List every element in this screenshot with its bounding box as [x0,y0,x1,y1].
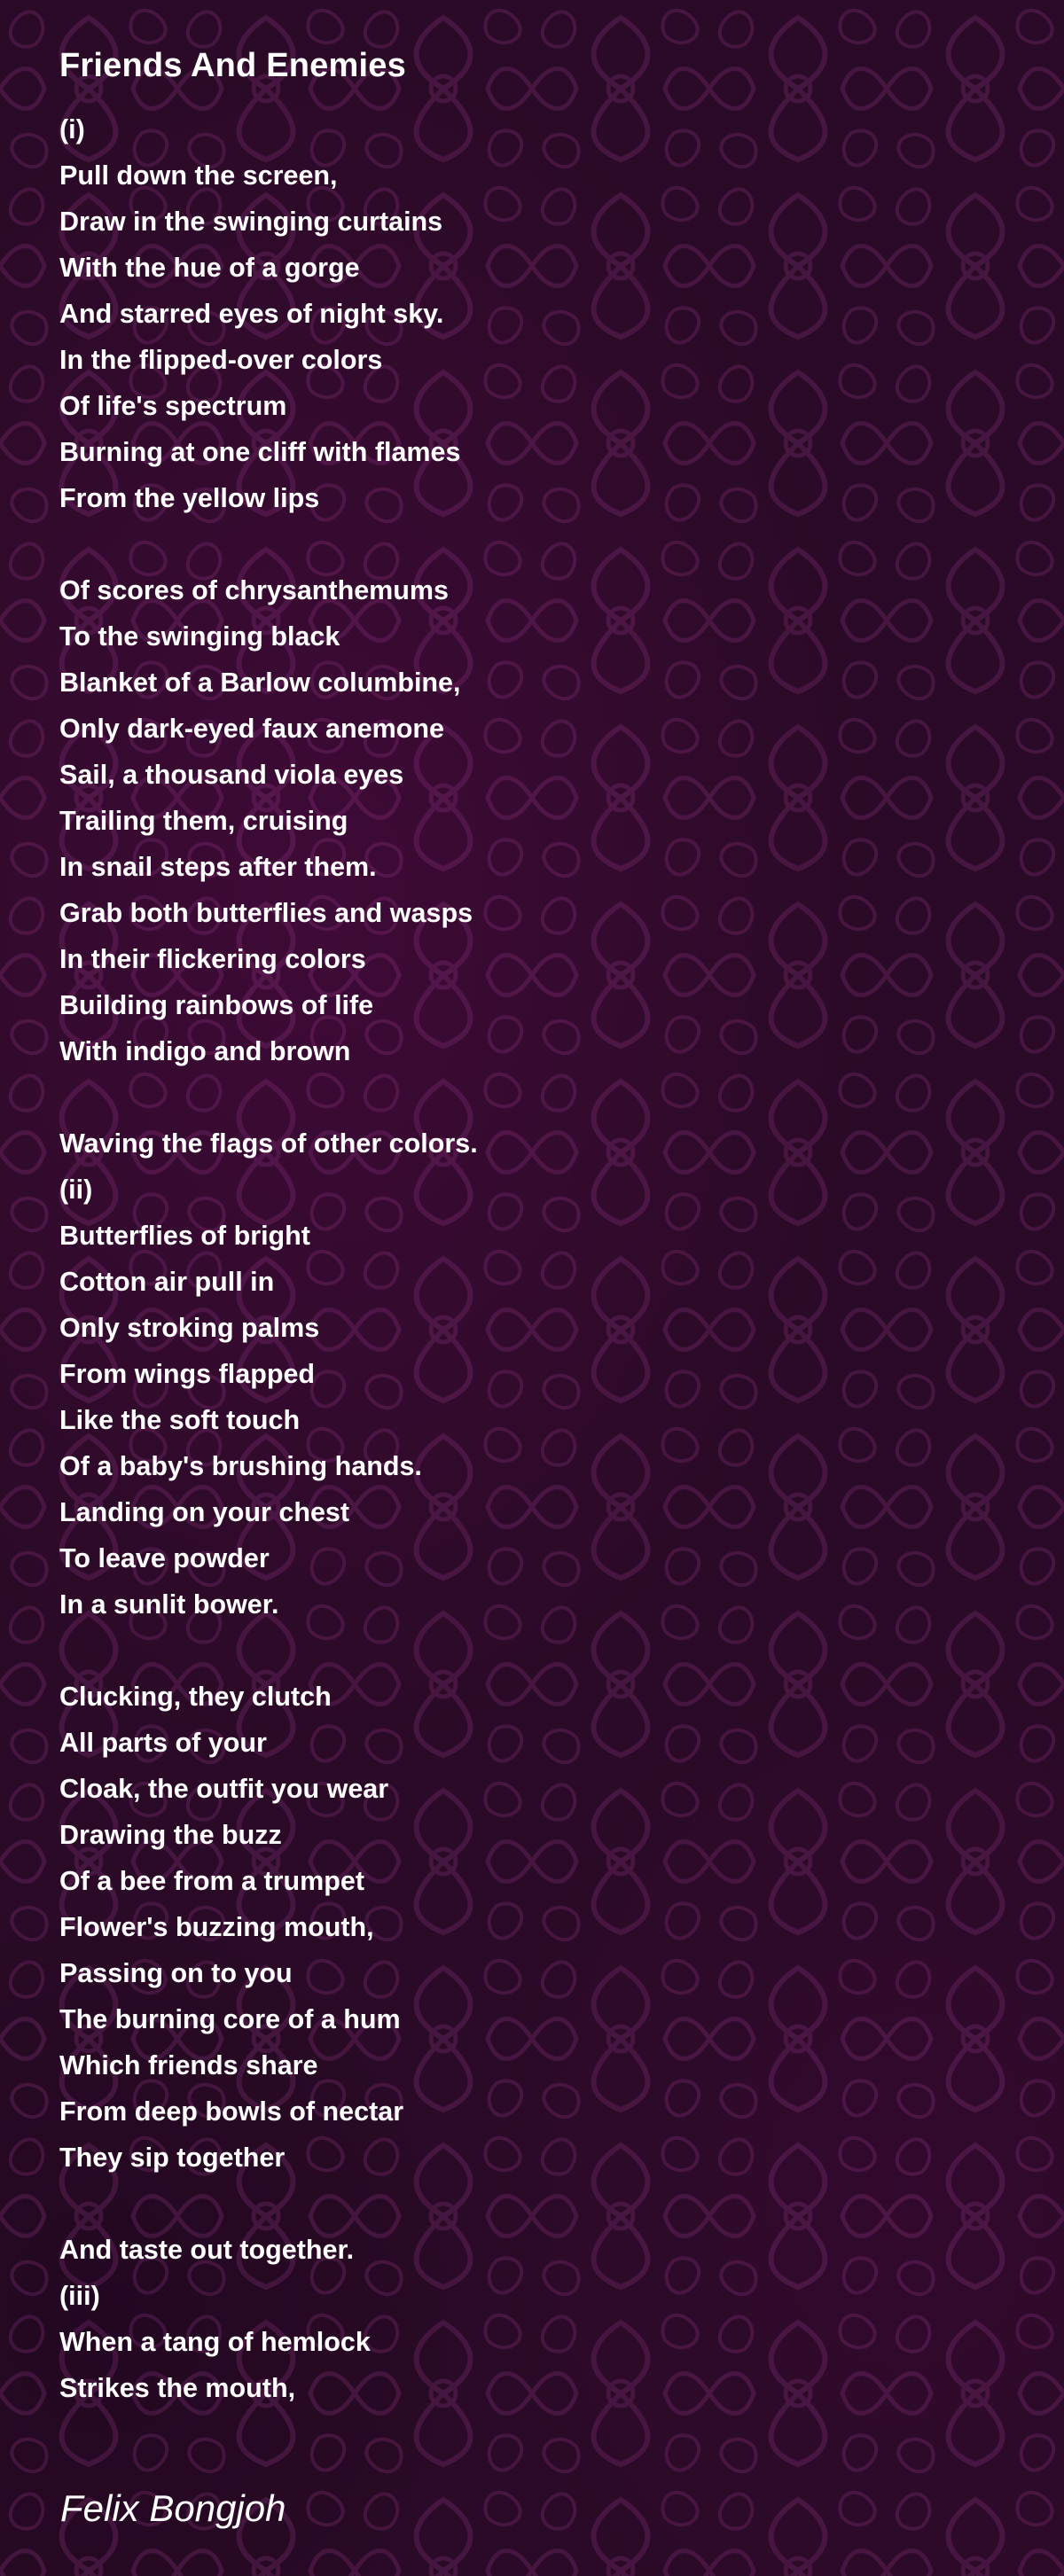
poem-line: Strikes the mouth, [59,2373,296,2403]
poem-line: From deep bowls of nectar [59,2096,404,2127]
poem-line: (ii) [59,1175,93,1205]
poem-line: In their flickering colors [59,944,366,974]
poem-line: Drawing the buzz [59,1820,282,1850]
poem-line: Draw in the swinging curtains [59,207,443,237]
poem-line: Pull down the screen, [59,160,338,191]
poem-line: In a sunlit bower. [59,1589,279,1620]
poem-line: Burning at one cliff with flames [59,437,461,467]
poem-line: Butterflies of bright [59,1221,310,1251]
poem-line: (i) [59,114,85,144]
poem-line: With indigo and brown [59,1036,351,1066]
poem-line: With the hue of a gorge [59,253,360,283]
poem-line: When a tang of hemlock [59,2327,371,2357]
poem-line: Cloak, the outfit you wear [59,1774,389,1804]
poem-line: Only dark-eyed faux anemone [59,714,444,744]
poem-line: Waving the flags of other colors. [59,1128,478,1159]
poem-line: And starred eyes of night sky. [59,299,444,329]
poem-line: Sail, a thousand viola eyes [59,760,404,790]
poem-line: To the swinging black [59,621,340,652]
poem-line: In the flipped-over colors [59,345,383,375]
poem-line: Trailing them, cruising [59,806,348,836]
poem-content [59,43,999,2411]
poem-line: All parts of your [59,1728,267,1758]
stanza-break [59,1628,999,1674]
poem-line: Landing on your chest [59,1497,350,1527]
poem-line: And taste out together. [59,2235,355,2265]
poem-line: Of a baby's brushing hands. [59,1451,422,1481]
poem-line: Grab both butterflies and wasps [59,898,473,928]
poem-line: Cotton air pull in [59,1267,275,1297]
stanza-break [59,1074,999,1120]
poem-line: Of life's spectrum [59,391,287,421]
poem-author: Felix Bongjoh [60,2487,286,2529]
poem-line: Only stroking palms [59,1313,320,1343]
poem-line: They sip together [59,2143,286,2173]
poem-line: Of scores of chrysanthemums [59,575,450,605]
poem-line: Clucking, they clutch [59,1682,332,1712]
poem-line: Flower's buzzing mouth, [59,1912,374,1942]
poem-line: Passing on to you [59,1958,293,1988]
stanza-break [59,2181,999,2227]
poem-line: Of a bee from a trumpet [59,1866,365,1896]
poem-line: In snail steps after them. [59,852,377,882]
poem-line: To leave powder [59,1543,270,1573]
poem-line: Like the soft touch [59,1405,301,1435]
poem-line: Blanket of a Barlow columbine, [59,667,461,698]
poem-line: The burning core of a hum [59,2004,401,2034]
poem-line: (iii) [59,2281,100,2311]
poem-line: From wings flapped [59,1359,316,1389]
stanza-break [59,521,999,567]
poem-title: Friends And Enemies [59,47,406,84]
poem-body [59,106,999,2411]
poem-line: From the yellow lips [59,483,320,513]
poem-line: Building rainbows of life [59,990,374,1020]
poem-line: Which friends share [59,2050,318,2080]
